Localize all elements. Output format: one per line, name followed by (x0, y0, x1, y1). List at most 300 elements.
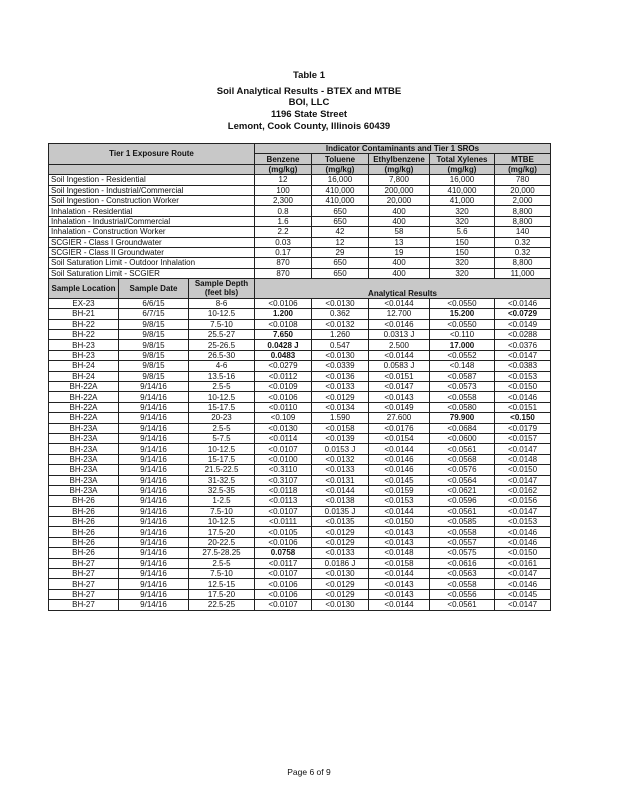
sample-date-cell: 9/14/16 (119, 423, 189, 433)
result-value-cell: 1.590 (312, 413, 369, 423)
sample-location-cell: BH-27 (49, 569, 119, 579)
table-row (49, 298, 551, 308)
table-row (49, 423, 551, 433)
result-value-cell: <0.0147 (495, 444, 551, 454)
document-title: Soil Analytical Results - BTEX and MTBE (216, 86, 402, 97)
result-value-cell: <0.0134 (312, 402, 369, 412)
exposure-route-cell: Soil Ingestion - Construction Worker (49, 195, 255, 205)
sample-depth-cell: 31-32.5 (189, 475, 255, 485)
sro-value-cell: 11,000 (495, 268, 551, 278)
sample-location-cell: BH-23A (49, 465, 119, 475)
sro-value-cell: 20,000 (369, 195, 430, 205)
result-value-cell: <0.0143 (369, 392, 430, 402)
sample-depth-cell: 2.5-5 (189, 558, 255, 568)
sro-value-cell: 2,000 (495, 195, 551, 205)
result-value-cell: <0.0117 (255, 558, 312, 568)
sample-location-cell: BH-27 (49, 558, 119, 568)
sro-value-cell: 7,800 (369, 175, 430, 185)
table-row (49, 350, 551, 360)
analyte-unit: (mg/kg) (495, 164, 551, 174)
result-value-cell: <0.0150 (495, 381, 551, 391)
table-row (49, 330, 551, 340)
result-value-cell: <0.0162 (495, 485, 551, 495)
result-value-cell: <0.0129 (312, 392, 369, 402)
result-value-cell: <0.0130 (312, 569, 369, 579)
result-value-cell: <0.0376 (495, 340, 551, 350)
result-value-cell: <0.0558 (430, 392, 495, 402)
result-value-cell: <0.0110 (255, 402, 312, 412)
analyte-unit: (mg/kg) (430, 164, 495, 174)
result-value-cell: <0.0556 (430, 589, 495, 599)
result-value-cell: <0.0111 (255, 517, 312, 527)
sample-body (49, 298, 551, 610)
sample-date-cell: 9/14/16 (119, 392, 189, 402)
sample-location-cell: BH-22 (49, 319, 119, 329)
table-row (49, 381, 551, 391)
sample-depth-cell: 20-23 (189, 413, 255, 423)
result-value-cell: <0.3107 (255, 475, 312, 485)
sro-value-cell: 320 (430, 258, 495, 268)
result-value-cell: <0.0147 (495, 350, 551, 360)
result-value-cell: 0.547 (312, 340, 369, 350)
result-value-cell: <0.0684 (430, 423, 495, 433)
result-value-cell: <0.0147 (495, 569, 551, 579)
sample-depth-cell: 7.5-10 (189, 569, 255, 579)
result-value-cell: <0.0129 (312, 589, 369, 599)
sro-body (49, 175, 551, 279)
sample-date-cell: 9/14/16 (119, 548, 189, 558)
sro-value-cell: 12 (255, 175, 312, 185)
result-value-cell: <0.0132 (312, 319, 369, 329)
result-value-cell: <0.0179 (495, 423, 551, 433)
table-row (49, 537, 551, 547)
result-value-cell: <0.0132 (312, 454, 369, 464)
results-table (48, 143, 551, 611)
sro-row (49, 195, 551, 205)
sro-row (49, 268, 551, 278)
result-value-cell: <0.0288 (495, 330, 551, 340)
table-row (49, 361, 551, 371)
sample-location-cell: BH-26 (49, 527, 119, 537)
result-value-cell: <0.0108 (255, 319, 312, 329)
result-value-cell: 17.000 (430, 340, 495, 350)
result-value-cell: <0.0159 (369, 485, 430, 495)
result-value-cell: <0.0561 (430, 600, 495, 610)
sro-value-cell: 20,000 (495, 185, 551, 195)
sro-value-cell: 2,300 (255, 195, 312, 205)
sample-depth-cell: 12.5-15 (189, 579, 255, 589)
result-value-cell: <0.0156 (495, 496, 551, 506)
result-value-cell: <0.0130 (312, 600, 369, 610)
table-row (49, 558, 551, 568)
result-value-cell: 12.700 (369, 309, 430, 319)
table-row (49, 548, 551, 558)
sro-value-cell: 650 (312, 216, 369, 226)
result-value-cell: <0.0129 (312, 537, 369, 547)
sample-location-cell: BH-23A (49, 444, 119, 454)
result-value-cell: 15.200 (430, 309, 495, 319)
result-value-cell: <0.0150 (495, 548, 551, 558)
result-value-cell: <0.0145 (369, 475, 430, 485)
analyte-unit: (mg/kg) (312, 164, 369, 174)
sro-value-cell: 12 (312, 237, 369, 247)
result-value-cell: <0.0133 (312, 465, 369, 475)
result-value-cell: 27.600 (369, 413, 430, 423)
sample-depth-cell: 10-12.5 (189, 309, 255, 319)
sro-value-cell: 8,800 (495, 216, 551, 226)
sample-depth-cell: 8-6 (189, 298, 255, 308)
exposure-route-cell: SCGIER - Class II Groundwater (49, 247, 255, 257)
sample-date-cell: 9/8/15 (119, 350, 189, 360)
result-value-cell: <0.0550 (430, 298, 495, 308)
sro-row (49, 206, 551, 216)
sro-value-cell: 400 (369, 258, 430, 268)
result-value-cell: <0.0146 (495, 392, 551, 402)
sro-value-cell: 8,800 (495, 258, 551, 268)
sro-value-cell: 400 (369, 216, 430, 226)
result-value-cell: 2.500 (369, 340, 430, 350)
sample-date-cell: 9/14/16 (119, 589, 189, 599)
result-value-cell: <0.0144 (369, 506, 430, 516)
result-value-cell: <0.0146 (495, 537, 551, 547)
result-value-cell: <0.0100 (255, 454, 312, 464)
sro-value-cell: 13 (369, 237, 430, 247)
sample-date-cell: 9/14/16 (119, 475, 189, 485)
result-value-cell: <0.0557 (430, 537, 495, 547)
result-value-cell: <0.0133 (312, 548, 369, 558)
sro-value-cell: 0.8 (255, 206, 312, 216)
analyte-header: MTBE (495, 154, 551, 164)
result-value-cell: <0.0561 (430, 506, 495, 516)
result-value-cell: <0.0143 (369, 579, 430, 589)
sample-depth-cell: 10-12.5 (189, 444, 255, 454)
sample-date-cell: 9/14/16 (119, 537, 189, 547)
table-row (49, 569, 551, 579)
result-value-cell: <0.0144 (312, 485, 369, 495)
result-value-cell: <0.0153 (495, 517, 551, 527)
result-value-cell: <0.0153 (495, 371, 551, 381)
sample-depth-cell: 10-12.5 (189, 392, 255, 402)
sample-depth-cell: 17.5-20 (189, 527, 255, 537)
table-row (49, 600, 551, 610)
sample-depth-cell: 1-2.5 (189, 496, 255, 506)
result-value-cell: <0.0130 (312, 350, 369, 360)
sro-value-cell: 400 (369, 206, 430, 216)
sample-location-cell: BH-24 (49, 361, 119, 371)
sample-location-cell: BH-22A (49, 413, 119, 423)
sro-value-cell: 780 (495, 175, 551, 185)
analyte-header: Toluene (312, 154, 369, 164)
sample-depth-cell: 15-17.5 (189, 454, 255, 464)
table-row (49, 392, 551, 402)
sample-date-cell: 9/14/16 (119, 569, 189, 579)
result-value-cell: <0.0114 (255, 433, 312, 443)
result-value-cell: <0.0107 (255, 600, 312, 610)
result-value-cell: <0.0138 (312, 496, 369, 506)
result-value-cell: <0.0130 (312, 298, 369, 308)
sample-depth-cell: 2.5-5 (189, 423, 255, 433)
result-value-cell: <0.0568 (430, 454, 495, 464)
result-value-cell: <0.0144 (369, 298, 430, 308)
sample-depth-cell: 7.5-10 (189, 319, 255, 329)
result-value-cell: <0.0150 (495, 465, 551, 475)
sro-row (49, 227, 551, 237)
result-value-cell: <0.0575 (430, 548, 495, 558)
sro-value-cell: 58 (369, 227, 430, 237)
result-value-cell: <0.0143 (369, 589, 430, 599)
result-value-cell: 0.0483 (255, 350, 312, 360)
sro-value-cell: 100 (255, 185, 312, 195)
table-row (49, 454, 551, 464)
result-value-cell: 0.362 (312, 309, 369, 319)
result-value-cell: <0.0600 (430, 433, 495, 443)
result-value-cell: <0.0106 (255, 298, 312, 308)
result-value-cell: <0.3110 (255, 465, 312, 475)
result-value-cell: <0.0561 (430, 444, 495, 454)
table-row (49, 413, 551, 423)
result-value-cell: <0.0154 (369, 433, 430, 443)
sro-value-cell: 29 (312, 247, 369, 257)
sample-date-cell: 9/8/15 (119, 340, 189, 350)
analyte-header: Ethylbenzene (369, 154, 430, 164)
page-number: Page 6 of 9 (287, 767, 331, 777)
table-row (49, 579, 551, 589)
sample-depth-cell: 7.5-10 (189, 506, 255, 516)
result-value-cell: <0.0563 (430, 569, 495, 579)
sample-depth-cell: 32.5-35 (189, 485, 255, 495)
sro-value-cell: 1.6 (255, 216, 312, 226)
result-value-cell: 0.0428 J (255, 340, 312, 350)
result-value-cell: 0.0153 J (312, 444, 369, 454)
result-value-cell: <0.0153 (369, 496, 430, 506)
result-value-cell: <0.0580 (430, 402, 495, 412)
sample-location-cell: BH-22A (49, 402, 119, 412)
sample-depth-cell: 26.5-30 (189, 350, 255, 360)
analyte-header: Total Xylenes (430, 154, 495, 164)
table-row (49, 444, 551, 454)
result-value-cell: <0.0176 (369, 423, 430, 433)
result-value-cell: <0.0587 (430, 371, 495, 381)
result-value-cell: <0.0383 (495, 361, 551, 371)
exposure-route-cell: Inhalation - Industrial/Commercial (49, 216, 255, 226)
results-header-top (255, 279, 551, 289)
sample-depth-cell: 15-17.5 (189, 402, 255, 412)
result-value-cell: <0.0585 (430, 517, 495, 527)
result-value-cell: <0.0558 (430, 527, 495, 537)
result-value-cell: <0.0135 (312, 517, 369, 527)
result-value-cell: <0.0146 (495, 579, 551, 589)
result-value-cell: <0.0149 (495, 319, 551, 329)
result-value-cell: <0.0106 (255, 392, 312, 402)
result-value-cell: 0.0758 (255, 548, 312, 558)
sro-value-cell: 410,000 (312, 185, 369, 195)
sro-value-cell: 2.2 (255, 227, 312, 237)
sro-value-cell: 320 (430, 216, 495, 226)
table-row (49, 527, 551, 537)
sample-date-cell: 9/8/15 (119, 319, 189, 329)
result-value-cell: <0.0146 (369, 465, 430, 475)
sample-location-cell: BH-26 (49, 537, 119, 547)
analyte-header: Benzene (255, 154, 312, 164)
street-address: 1196 State Street (270, 109, 348, 120)
sample-location-cell: BH-27 (49, 589, 119, 599)
result-value-cell: <0.0118 (255, 485, 312, 495)
sample-location-cell: BH-23A (49, 454, 119, 464)
result-value-cell: 1.200 (255, 309, 312, 319)
result-value-cell: 79.900 (430, 413, 495, 423)
result-value-cell: <0.0143 (369, 527, 430, 537)
result-value-cell: <0.0106 (255, 537, 312, 547)
sample-date-cell: 9/14/16 (119, 506, 189, 516)
sro-value-cell: 19 (369, 247, 430, 257)
sample-location-cell: BH-23A (49, 423, 119, 433)
sample-date-cell: 9/8/15 (119, 330, 189, 340)
sro-value-cell: 870 (255, 258, 312, 268)
sample-depth-cell: 25-26.5 (189, 340, 255, 350)
analyte-unit: (mg/kg) (255, 164, 312, 174)
analyte-unit: (mg/kg) (369, 164, 430, 174)
result-value-cell: 7.650 (255, 330, 312, 340)
indicator-header: Indicator Contaminants and Tier 1 SROs (255, 144, 551, 154)
result-value-cell: <0.0107 (255, 506, 312, 516)
sample-depth-cell: 10-12.5 (189, 517, 255, 527)
table-row (49, 465, 551, 475)
sro-row (49, 216, 551, 226)
result-value-cell: <0.0552 (430, 350, 495, 360)
result-value-cell: <0.0109 (255, 381, 312, 391)
sample-date-cell: 9/14/16 (119, 579, 189, 589)
sample-location-cell: BH-22A (49, 381, 119, 391)
sro-value-cell: 0.03 (255, 237, 312, 247)
sample-depth-cell: 25.5-27 (189, 330, 255, 340)
sample-date-cell: 9/14/16 (119, 444, 189, 454)
sro-value-cell: 400 (369, 268, 430, 278)
result-value-cell: 0.0135 J (312, 506, 369, 516)
table-row (49, 517, 551, 527)
sample-date-cell: 9/14/16 (119, 454, 189, 464)
result-value-cell: <0.0550 (430, 319, 495, 329)
result-value-cell: <0.0144 (369, 569, 430, 579)
header-filler (49, 164, 255, 174)
sample-location-cell: BH-23A (49, 485, 119, 495)
sro-value-cell: 16,000 (312, 175, 369, 185)
table-row (49, 340, 551, 350)
result-value-cell: <0.0146 (495, 527, 551, 537)
result-value-cell: <0.0576 (430, 465, 495, 475)
sro-value-cell: 0.17 (255, 247, 312, 257)
result-value-cell: 0.0583 J (369, 361, 430, 371)
result-value-cell: 1.260 (312, 330, 369, 340)
sample-location-cell: BH-23 (49, 350, 119, 360)
table-label: Table 1 (292, 70, 326, 81)
result-value-cell: <0.0158 (369, 558, 430, 568)
exposure-route-header: Tier 1 Exposure Route (49, 144, 255, 165)
table-row (49, 319, 551, 329)
sample-header (49, 279, 551, 299)
result-value-cell: <0.0339 (312, 361, 369, 371)
table-row (49, 475, 551, 485)
sample-date-cell: 9/14/16 (119, 496, 189, 506)
result-value-cell: <0.0596 (430, 496, 495, 506)
sample-depth-cell: 22.5-25 (189, 600, 255, 610)
analyte-unit-row (49, 164, 551, 174)
sro-row (49, 175, 551, 185)
table-row (49, 506, 551, 516)
result-value-cell: <0.0107 (255, 444, 312, 454)
sro-value-cell: 0.32 (495, 247, 551, 257)
city-address: Lemont, Cook County, Illinois 60439 (227, 121, 391, 132)
sro-value-cell: 16,000 (430, 175, 495, 185)
sample-date-cell: 6/7/15 (119, 309, 189, 319)
sro-value-cell: 870 (255, 268, 312, 278)
sample-location-cell: BH-24 (49, 371, 119, 381)
result-value-cell: <0.150 (495, 413, 551, 423)
sample-depth-cell: 17.5-20 (189, 589, 255, 599)
sro-row (49, 247, 551, 257)
sample-depth-cell: 20-22.5 (189, 537, 255, 547)
sample-location-cell: EX-23 (49, 298, 119, 308)
result-value-cell: <0.0136 (312, 371, 369, 381)
result-value-cell: <0.0146 (369, 319, 430, 329)
result-value-cell: <0.0139 (312, 433, 369, 443)
sample-depth-cell: 27.5-28.25 (189, 548, 255, 558)
sample-date-cell: 9/14/16 (119, 600, 189, 610)
result-value-cell: <0.0149 (369, 402, 430, 412)
sample-date-cell: 9/8/15 (119, 371, 189, 381)
table-row (49, 496, 551, 506)
sample-depth-cell: 13.5-16 (189, 371, 255, 381)
result-value-cell: <0.0279 (255, 361, 312, 371)
result-value-cell: <0.0616 (430, 558, 495, 568)
sample-location-cell: BH-26 (49, 496, 119, 506)
sro-row (49, 258, 551, 268)
result-value-cell: <0.0133 (312, 381, 369, 391)
sample-location-cell: BH-23A (49, 433, 119, 443)
result-value-cell: <0.0129 (312, 527, 369, 537)
sample-date-header: Sample Date (119, 279, 189, 299)
org-name: BOI, LLC (288, 97, 330, 108)
sro-value-cell: 650 (312, 206, 369, 216)
sample-location-cell: BH-23A (49, 475, 119, 485)
result-value-cell: <0.0158 (312, 423, 369, 433)
sro-value-cell: 41,000 (430, 195, 495, 205)
result-value-cell: <0.0148 (495, 454, 551, 464)
result-value-cell: <0.0105 (255, 527, 312, 537)
sro-value-cell: 0.32 (495, 237, 551, 247)
sro-value-cell: 320 (430, 206, 495, 216)
result-value-cell: <0.0113 (255, 496, 312, 506)
exposure-route-cell: SCGIER - Class I Groundwater (49, 237, 255, 247)
result-value-cell: <0.0130 (255, 423, 312, 433)
sample-location-cell: BH-22 (49, 330, 119, 340)
sample-date-cell: 9/14/16 (119, 527, 189, 537)
result-value-cell: <0.0151 (495, 402, 551, 412)
exposure-route-cell: Soil Ingestion - Industrial/Commercial (49, 185, 255, 195)
sample-location-cell: BH-23 (49, 340, 119, 350)
result-value-cell: <0.0151 (369, 371, 430, 381)
sample-location-cell: BH-22A (49, 392, 119, 402)
sample-header-row (49, 279, 551, 289)
sample-date-cell: 9/14/16 (119, 485, 189, 495)
result-value-cell: <0.0145 (495, 589, 551, 599)
sample-date-cell: 9/8/15 (119, 361, 189, 371)
sro-row (49, 237, 551, 247)
table-row (49, 485, 551, 495)
result-value-cell: <0.0564 (430, 475, 495, 485)
table-row (49, 589, 551, 599)
result-value-cell: <0.0131 (312, 475, 369, 485)
sro-value-cell: 42 (312, 227, 369, 237)
